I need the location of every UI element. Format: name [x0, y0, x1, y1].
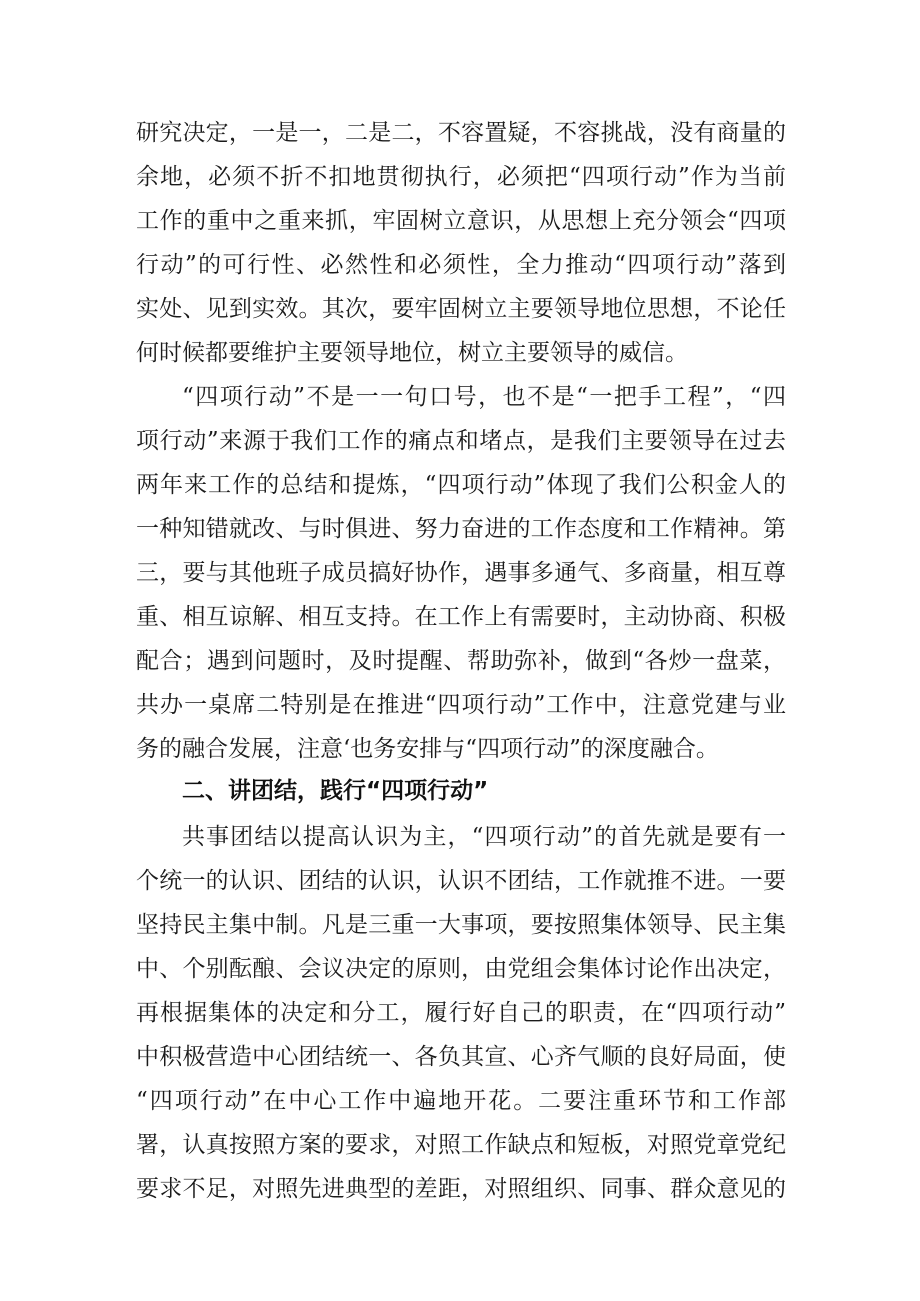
paragraph-3-line-1: 共事团结以提高认识为主，“四项行动”的首先就是要有一: [182, 824, 786, 850]
paragraph-3-line-4: 中、个别酝酿、会议决定的原则，由党组会集体讨论作出决定，: [136, 956, 786, 982]
paragraph-2-line-5: 三，要与其他班子成员搞好协作，遇事多通气、多商量，相互尊: [136, 560, 786, 586]
paragraph-1-line-1: 研究决定，一是一，二是二，不容置疑，不容挑战，没有商量的: [136, 120, 786, 146]
paragraph-3-line-9: 要求不足，对照先进典型的差距，对照组织、同事、群众意见的: [136, 1176, 786, 1202]
paragraph-2-line-8: 共办一桌席二特别是在推进“四项行动”工作中，注意党建与业: [136, 692, 786, 718]
paragraph-3-line-6: 中积极营造中心团结统一、各负其宣、心齐气顺的良好局面，使: [136, 1044, 786, 1070]
paragraph-1-line-2: 余地，必须不折不扣地贯彻执行，必须把“四项行动”作为当前: [136, 164, 786, 190]
paragraph-1-line-5: 实处、见到实效。其次，要牢固树立主要领导地位思想，不论任: [136, 296, 786, 322]
paragraph-3-line-5: 再根据集体的决定和分工，履行好自己的职责，在“四项行动”: [136, 1000, 786, 1026]
paragraph-2-line-6: 重、相互谅解、相互支持。在工作上有需要时，主动协商、积极: [136, 604, 786, 630]
paragraph-2-line-2: 项行动”来源于我们工作的痛点和堵点，是我们主要领导在过去: [136, 428, 786, 454]
paragraph-2-line-3: 两年来工作的总结和提炼，“四项行动”体现了我们公积金人的: [136, 472, 786, 498]
section-heading: 二、讲团结，践行“四项行动”: [182, 778, 489, 804]
paragraph-3-line-8: 署，认真按照方案的要求，对照工作缺点和短板，对照党章党纪: [136, 1132, 786, 1158]
paragraph-2-line-1: “四项行动”不是一一句口号，也不是“一把手工程”，“四: [182, 384, 786, 410]
paragraph-2-line-7: 配合；遇到问题时，及时提醒、帮助弥补，做到“各炒一盘菜，: [136, 648, 786, 674]
paragraph-3-line-2: 个统一的认识、团结的认识，认识不团结，工作就推不进。一要: [136, 868, 786, 894]
paragraph-2-line-4: 一种知错就改、与时俱进、努力奋进的工作态度和工作精神。第: [136, 516, 786, 542]
paragraph-1-line-3: 工作的重中之重来抓，牢固树立意识，从思想上充分领会“四项: [136, 208, 786, 234]
paragraph-1-line-4: 行动”的可行性、必然性和必须性，全力推动“四项行动”落到: [136, 252, 786, 278]
paragraph-1-line-6: 何时候都要维护主要领导地位，树立主要领导的威信。: [136, 340, 688, 366]
paragraph-3-line-7: “四项行动”在中心工作中遍地开花。二要注重环节和工作部: [136, 1088, 786, 1114]
paragraph-2-line-9: 务的融合发展，注意‘也务安排与“四项行动”的深度融合。: [136, 736, 719, 762]
paragraph-3-line-3: 坚持民主集中制。凡是三重一大事项，要按照集体领导、民主集: [136, 912, 786, 938]
